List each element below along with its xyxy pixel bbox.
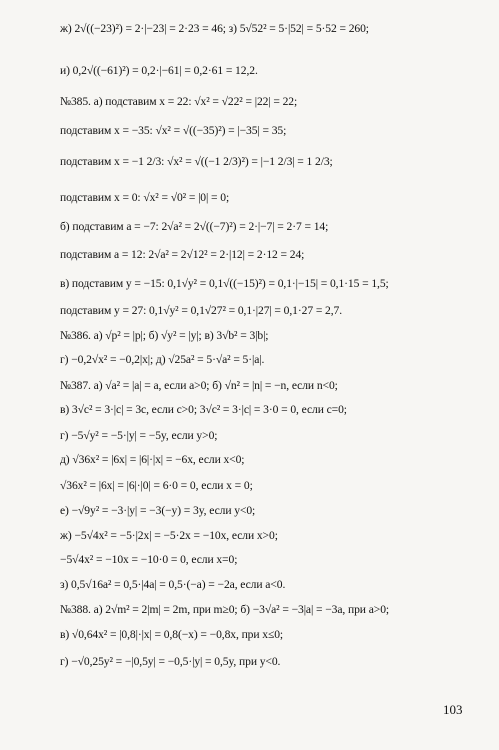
line-385-a-12: подставим a = 12: 2√a² = 2√12² = 2·|12| = 2·12 = 24; [60, 248, 305, 261]
line-387-a: №387. а) √a² = |a| = a, если a>0; б) √n² = |n| = −n, если n<0; [60, 379, 338, 392]
line-387-zh-zero: −5√4x² = −10x = −10·0 = 0, если x=0; [60, 553, 238, 566]
line-387-zh: ж) −5√4x² = −5·|2x| = −5·2x = −10x, если x>0; [60, 529, 278, 542]
line-387-d-zero: √36x² = |6x| = |6|·|0| = 6·0 = 0, если x = 0; [60, 479, 253, 492]
line-385-x-minus-fraction: подставим x = −1 2/3: √x² = √((−1 2/3)²) = |−1 2/3| = 1 2/3; [60, 155, 333, 168]
line-386-g: г) −0,2√x² = −0,2|x|; д) √25a² = 5·√a² = 5·|a|. [60, 353, 265, 366]
line-387-z: з) 0,5√16a² = 0,5·|4a| = 0,5·(−a) = −2a, если a<0. [60, 578, 286, 591]
line-385-v: в) подставим y = −15: 0,1√y² = 0,1√((−15)²) = 0,1·|−15| = 0,1·15 = 1,5; [60, 277, 389, 290]
line-386-a: №386. а) √p² = |p|; б) √y² = |y|; в) 3√b² = 3|b|; [60, 329, 269, 342]
line-387-v: в) 3√c² = 3·|c| = 3c, если c>0; 3√c² = 3·|c| = 3·0 = 0, если c=0; [60, 403, 347, 416]
page-number: 103 [443, 702, 463, 717]
line-i: и) 0,2√((−61)²) = 0,2·|−61| = 0,2·61 = 12,2. [60, 64, 258, 77]
line-385-y-27: подставим y = 27: 0,1√y² = 0,1√27² = 0,1·|27| = 0,1·27 = 2,7. [60, 304, 343, 317]
line-387-g: г) −5√y² = −5·|y| = −5y, если y>0; [60, 429, 218, 442]
line-388-v: в) √0,64x² = |0,8|·|x| = 0,8(−x) = −0,8x, при x≤0; [60, 628, 284, 641]
line-387-e: е) −√9y² = −3·|y| = −3(−y) = 3y, если y<0; [60, 504, 256, 517]
line-385-b: б) подставим a = −7: 2√a² = 2√((−7)²) = 2·|−7| = 2·7 = 14; [60, 220, 329, 233]
line-385-x-0: подставим x = 0: √x² = √0² = |0| = 0; [60, 191, 230, 204]
line-387-d: д) √36x² = |6x| = |6|·|x| = −6x, если x<0; [60, 453, 245, 466]
line-zh-z: ж) 2√((−23)²) = 2·|−23| = 2·23 = 46; з) 5√52² = 5·|52| = 5·52 = 260; [60, 22, 369, 35]
line-388-a-b: №388. а) 2√m² = 2|m| = 2m, при m≥0; б) −3√a² = −3|a| = −3a, при a>0; [60, 603, 390, 616]
line-385-a: №385. а) подставим x = 22: √x² = √22² = |22| = 22; [60, 95, 298, 108]
line-385-x-minus35: подставим x = −35: √x² = √((−35)²) = |−35| = 35; [60, 124, 287, 137]
line-388-g: г) −√0,25y² = −|0,5y| = −0,5·|y| = 0,5y, при y<0. [60, 655, 281, 668]
